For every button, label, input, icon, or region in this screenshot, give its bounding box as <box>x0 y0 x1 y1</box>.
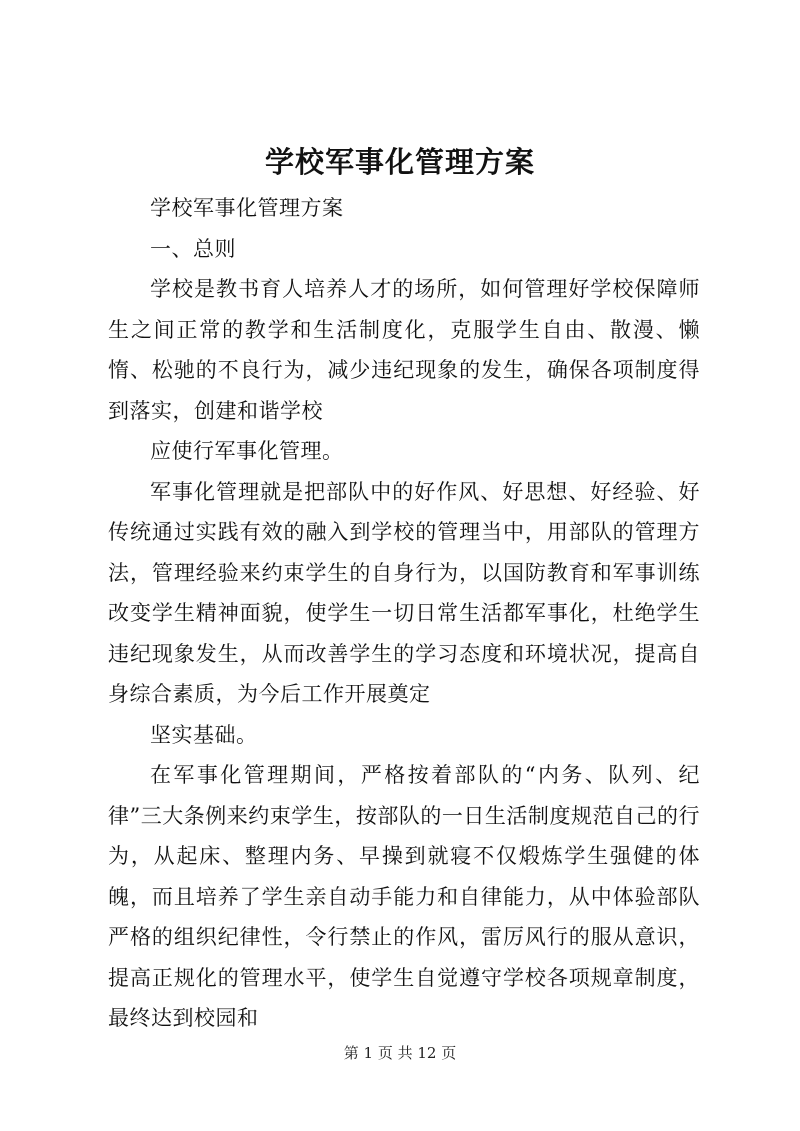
paragraph-intro: 学校是教书育人培养人才的场所，如何管理好学校保障师生之间正常的教学和生活制度化，克服学生自由、散漫、懒惰、松驰的不良行为，减少违纪现象的发生，确保各项制度得到落实，创建和谐学校 <box>108 277 700 423</box>
paragraph-implementation: 在军事化管理期间，严格按着部队的“内务、队列、纪律”三大条例来约束学生，按部队的一日生活制度规范自己的行为，从起床、整理内务、早操到就寝不仅煅炼学生强健的体魄，而且培养了学生亲自动手能力和自律能力，从中体验部队严格的组织纪律性，令行禁止的作风，雷厉风行的服从意识，提高正规化的管理水平，使学生自觉遵守学校各项规章制度，最终达到校园和 <box>108 763 700 1030</box>
paragraph-definition: 军事化管理就是把部队中的好作风、好思想、好经验、好传统通过实践有效的融入到学校的管理当中，用部队的管理方法，管理经验来约束学生的自身行为，以国防教育和军事训练改变学生精神面貌，使学生一切日常生活都军事化，杜绝学生违纪现象发生，从而改善学生的学习态度和环境状况，提高自身综合素质，为今后工作开展奠定 <box>108 479 700 706</box>
paragraph-definition-continued: 坚实基础。 <box>150 722 258 747</box>
document-body <box>108 188 700 1039</box>
page-title: 学校军事化管理方案 <box>264 145 535 179</box>
paragraph-intro-continued: 应使行军事化管理。 <box>150 439 344 463</box>
page-footer: 第 1 页 共 12 页 <box>343 1044 457 1062</box>
paragraph-subtitle: 学校军事化管理方案 <box>150 196 344 220</box>
paragraph-section-heading: 一、总则 <box>150 236 236 261</box>
